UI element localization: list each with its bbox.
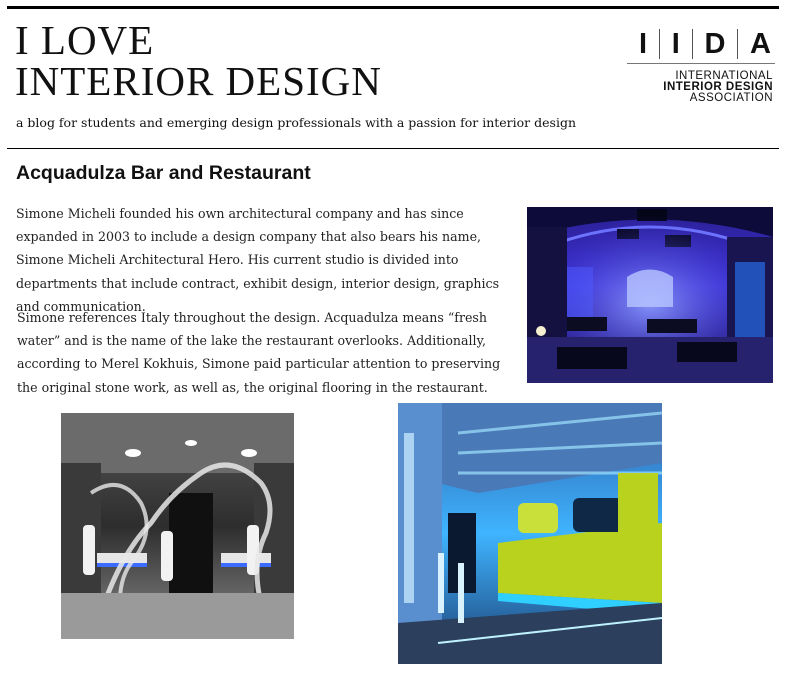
iida-letter: A [750,27,771,60]
logo-line-international: INTERNATIONAL [675,70,773,82]
blog-title-line-1[interactable]: I LOVE [15,17,155,63]
restaurant-interior-image [527,207,773,383]
logo-divider [659,29,660,59]
iida-letter: I [671,27,680,60]
logo-rule [627,63,775,64]
blog-tagline: a blog for students and emerging design professionals with a passion for interior design [16,115,576,130]
bar-counter-image [398,403,662,664]
restaurant-interior-photo[interactable] [527,207,773,383]
iida-logo[interactable] [627,27,775,107]
post-title[interactable]: Acquadulza Bar and Restaurant [16,162,311,184]
restroom-photo[interactable] [61,413,294,639]
logo-divider [692,29,693,59]
post-paragraph-1: Simone Micheli founded his own architectural company and has since expanded in 2003 to include a design company that also bears his name, Simone Micheli Architectural Hero. His current studio is divided into departments that include contract, exhibit design, interior design, graphics and communication. [16,206,500,314]
blog-title[interactable] [15,17,382,104]
bar-counter-photo[interactable] [398,403,662,664]
iida-logo-text [627,71,773,104]
logo-line-interior-design: INTERIOR DESIGN [663,81,773,93]
post-paragraph-2: Simone references Italy throughout the design. Acquadulza means “fresh water” and is the name of the lake the restaurant overlooks. Additionally, according to Merel Kokhuis, Simone paid particular attention to preserving the original stone work, as well as, the original flooring in the restaurant. [17,310,501,395]
iida-logo-letters [639,27,771,61]
blog-title-line-2[interactable]: INTERIOR DESIGN [15,58,382,104]
top-rule [7,6,779,9]
iida-letter: I [639,27,648,60]
iida-letter: D [704,27,726,60]
logo-divider [737,29,738,59]
logo-line-association: ASSOCIATION [689,92,773,104]
header-divider [7,148,779,149]
restroom-image [61,413,294,639]
